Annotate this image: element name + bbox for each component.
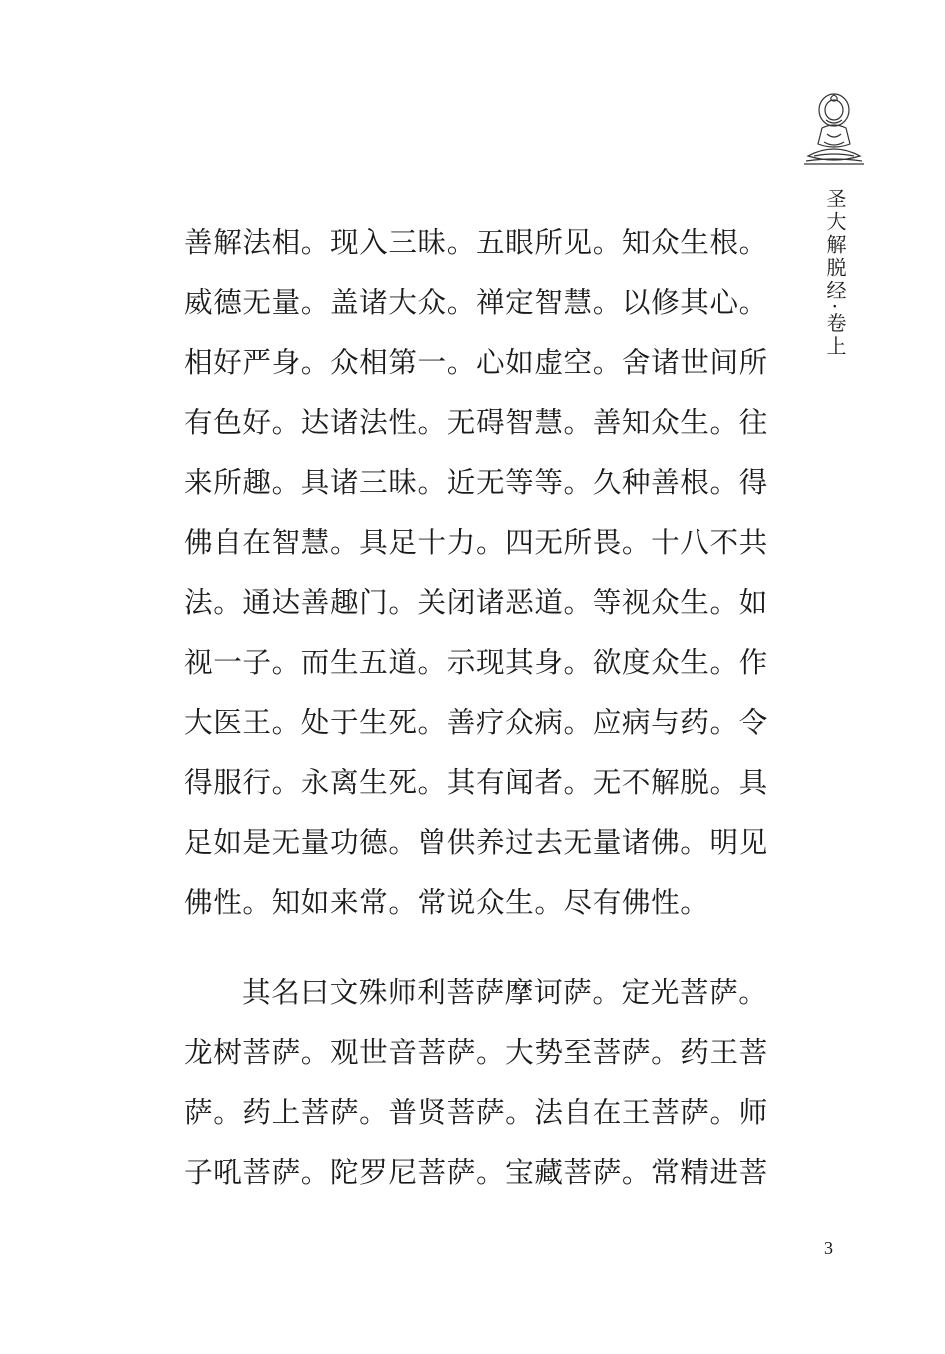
text-line: 善解法相。现入三昧。五眼所见。知众生根。 [184, 225, 768, 259]
paragraph [184, 962, 770, 1202]
text-line: 来所趣。具诸三昧。近无等等。久种善根。得 [184, 465, 768, 499]
text-line: 大医王。处于生死。善疗众病。应病与药。令 [184, 705, 768, 739]
text-line: 视一子。而生五道。示现其身。欲度众生。作 [184, 645, 768, 679]
text-line: 得服行。永离生死。其有闻者。无不解脱。具 [184, 765, 768, 799]
running-title: 圣大解脱经·卷上 [823, 188, 847, 359]
body-text [184, 212, 770, 1202]
text-line: 萨。药上菩萨。普贤菩萨。法自在王菩萨。师 [184, 1095, 768, 1129]
text-line: 法。通达善趣门。关闭诸恶道。等视众生。如 [184, 585, 768, 619]
paragraph-gap [184, 932, 770, 962]
text-line: 其名曰文殊师利菩萨摩诃萨。定光菩萨。 [242, 975, 768, 1009]
text-line: 威德无量。盖诸大众。禅定智慧。以修其心。 [184, 285, 768, 319]
text-line: 足如是无量功德。曾供养过去无量诸佛。明见 [184, 825, 768, 859]
paragraph [184, 212, 770, 932]
text-line: 龙树菩萨。观世音菩萨。大势至菩萨。药王菩 [184, 1035, 768, 1069]
text-line: 有色好。达诸法性。无碍智慧。善知众生。往 [184, 405, 768, 439]
text-line: 佛自在智慧。具足十力。四无所畏。十八不共 [184, 525, 768, 559]
page-number: 3 [824, 1238, 833, 1258]
text-line: 佛性。知如来常。常说众生。尽有佛性。 [184, 885, 710, 919]
seated-buddha-icon [800, 90, 868, 168]
text-line: 相好严身。众相第一。心如虚空。舍诸世间所 [184, 345, 768, 379]
text-line: 子吼菩萨。陀罗尼菩萨。宝藏菩萨。常精进菩 [184, 1155, 768, 1189]
